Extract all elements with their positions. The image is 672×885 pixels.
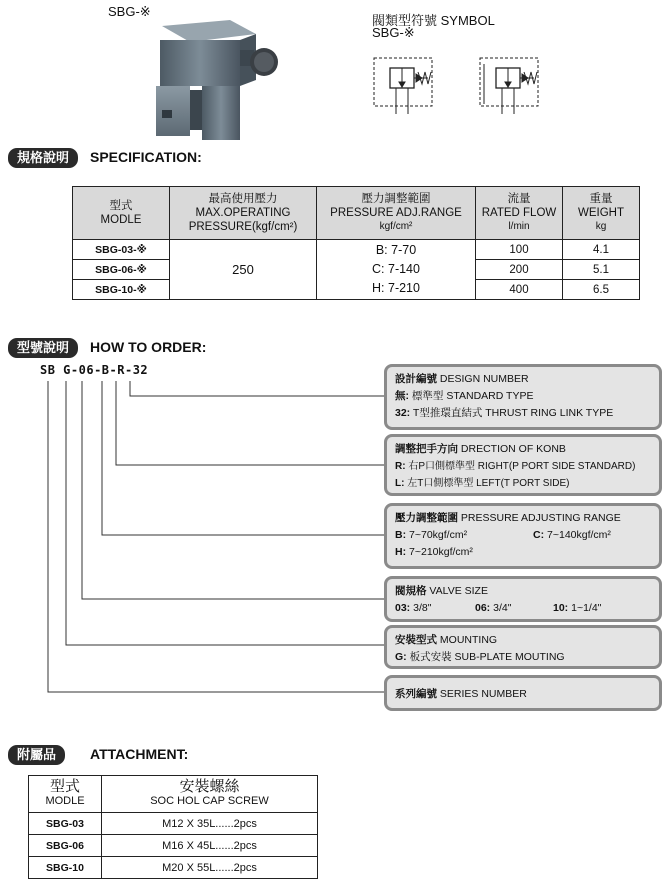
attachment-screw-cell: M12 X 35L......2pcs — [102, 813, 318, 835]
spec-header-pressure: 最高使用壓力 MAX.OPERATING PRESSURE(kgf/cm²) — [170, 187, 317, 240]
spec-header-weight: 重量 WEIGHT kg — [563, 187, 640, 240]
symbol-subtitle: SBG-※ — [372, 25, 415, 40]
spec-model-cell: SBG-10-※ — [73, 280, 170, 300]
attachment-screw-cell: M16 X 45L......2pcs — [102, 835, 318, 857]
table-row — [29, 813, 318, 835]
option-design-number: 設計編號 DESIGN NUMBER 無: 標準型 STANDARD TYPE 32: T型推環直結式 THRUST RING LINK TYPE — [384, 364, 662, 430]
attachment-model-cell: SBG-10 — [29, 857, 102, 879]
product-model-label: SBG-※ — [108, 4, 151, 19]
attachment-section-title: ATTACHMENT: — [90, 746, 189, 762]
spec-section-title: SPECIFICATION: — [90, 149, 202, 165]
spec-weight-cell: 6.5 — [563, 280, 640, 300]
spec-weight-cell: 5.1 — [563, 260, 640, 280]
option-mounting: 安裝型式 MOUNTING G: 板式安裝 SUB-PLATE MOUTING — [384, 625, 662, 669]
spec-section-tag: 規格說明 — [8, 148, 78, 168]
attachment-screw-cell: M20 X 55L......2pcs — [102, 857, 318, 879]
spec-header-flow: 流量 RATED FLOW l/min — [476, 187, 563, 240]
table-row — [29, 835, 318, 857]
spec-max-pressure: 250 — [170, 240, 317, 300]
attachment-model-cell: SBG-03 — [29, 813, 102, 835]
symbol-title: 閥類型符號 SYMBOL — [372, 13, 495, 28]
attachment-model-cell: SBG-06 — [29, 835, 102, 857]
spec-flow-cell: 200 — [476, 260, 563, 280]
order-section-tag: 型號說明 — [8, 338, 78, 358]
spec-flow-cell: 400 — [476, 280, 563, 300]
option-valve-size: 閥規格 VALVE SIZE 03: 3/8" 06: 3/4" 10: 1~1/4" — [384, 576, 662, 622]
attachment-header-screw: 安裝螺絲 SOC HOL CAP SCREW — [102, 776, 318, 813]
spec-flow-cell: 100 — [476, 240, 563, 260]
spec-model-cell: SBG-06-※ — [73, 260, 170, 280]
option-knob-direction: 調整把手方向 DRECTION OF KONB R: 右P口側標準型 RIGHT(P PORT SIDE STANDARD) L: 左T口側標準型 LEFT(T PORT SIDE) — [384, 434, 662, 496]
order-section-title: HOW TO ORDER: — [90, 339, 207, 355]
spec-header-range: 壓力調整範圍 PRESSURE ADJ.RANGE kgf/cm² — [317, 187, 476, 240]
attachment-section-tag: 附屬品 — [8, 745, 65, 765]
attachment-table — [28, 775, 318, 879]
spec-ranges: B: 7-70 C: 7-140 H: 7-210 — [317, 240, 476, 300]
attachment-header-model: 型式 MODLE — [29, 776, 102, 813]
option-series-number: 系列編號 SERIES NUMBER — [384, 675, 662, 711]
order-code: SB G-06-B-R-32 — [40, 363, 149, 377]
option-pressure-range: 壓力調整範圍 PRESSURE ADJUSTING RANGE B: 7~70kgf/cm² C: 7~140kgf/cm² H: 7~210kgf/cm² — [384, 503, 662, 569]
spec-header-model: 型式 MODLE — [73, 187, 170, 240]
spec-weight-cell: 4.1 — [563, 240, 640, 260]
table-row — [29, 857, 318, 879]
spec-model-cell: SBG-03-※ — [73, 240, 170, 260]
